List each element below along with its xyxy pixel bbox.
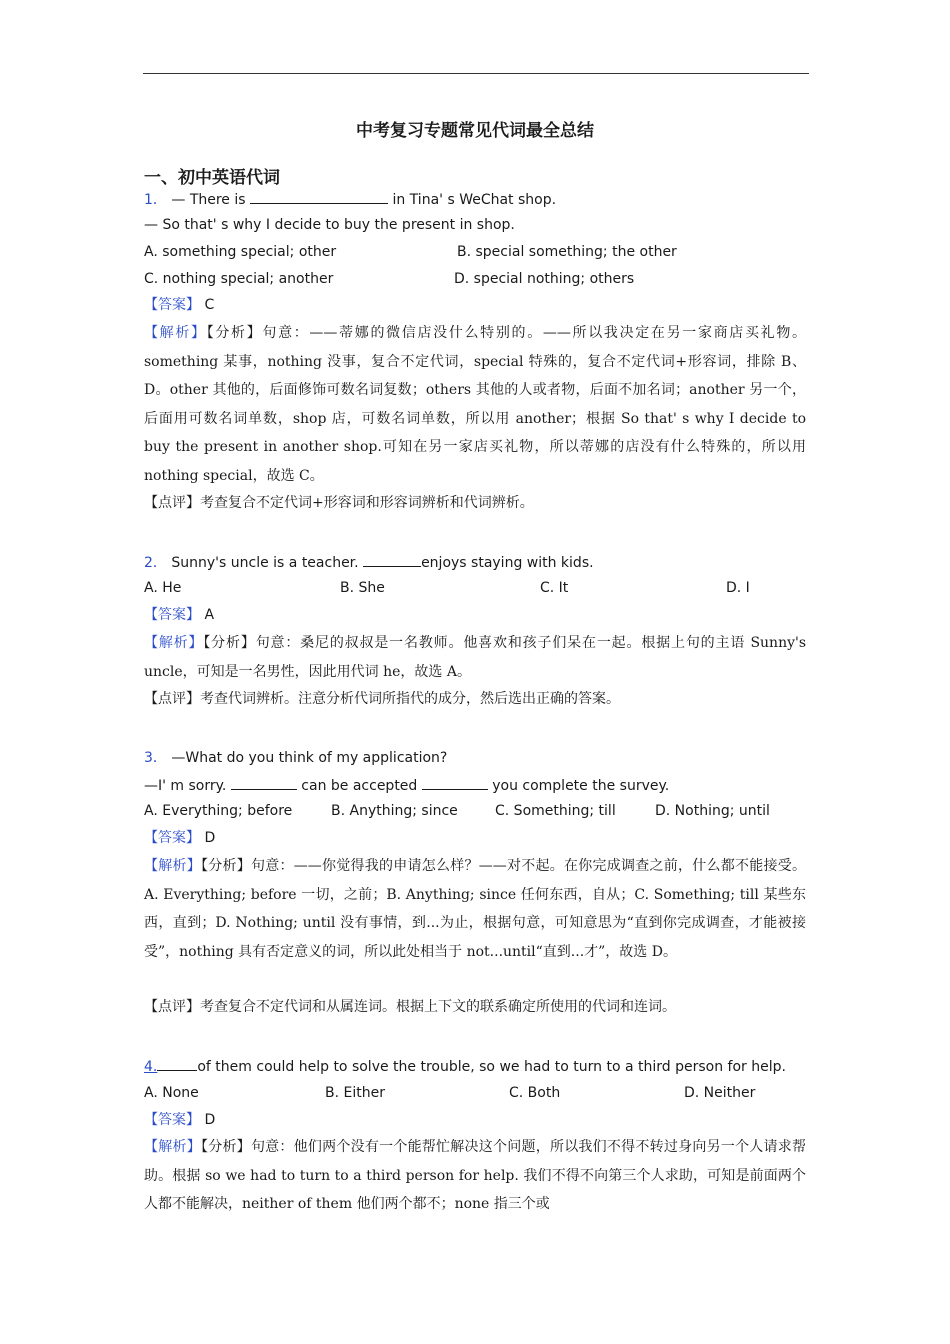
question-4-stem [144,1056,786,1076]
question-4-analysis [144,1133,806,1219]
analysis-sub-label: 【分析】 [200,1139,251,1155]
comment-label: 【点评】 [144,999,200,1015]
question-2-stem [144,552,594,572]
question-4-answer [144,1111,215,1129]
document-title: 中考复习专题常见代词最全总结 [356,121,594,141]
question-2-analysis [144,629,806,686]
answer-label: 【答案】 [144,297,200,313]
question-1-comment [144,494,534,512]
question-2-option-a: A. He [144,580,182,596]
question-3-option-d: D. Nothing; until [655,803,770,819]
question-3-analysis [144,852,806,966]
question-3-number: 3． [144,750,167,766]
answer-label: 【答案】 [144,1112,200,1128]
question-1-text-b: in Tina' s WeChat shop. [392,192,557,208]
question-3-comment [144,998,676,1016]
question-2-answer-value: A [204,607,215,623]
analysis-label: 【解析】 [144,325,207,341]
question-3-text-2c: you complete the survey. [492,778,670,794]
answer-label: 【答案】 [144,607,200,623]
question-2-text-b: enjoys staying with kids. [421,555,594,571]
question-4-blank [157,1056,197,1071]
question-1-answer [144,296,214,314]
question-4-option-a: A. None [144,1085,199,1101]
question-2-number: 2． [144,555,167,571]
question-1-option-b: B. special something; the other [457,244,677,260]
question-3-option-c: C. Something; till [495,803,616,819]
question-4-option-d: D. Neither [684,1085,756,1101]
question-4-text: of them could help to solve the trouble, so we had to turn to a third person for help. [197,1059,786,1075]
question-3-blank-2 [422,775,488,790]
question-2-option-c: C. It [540,580,569,596]
question-2-blank [363,552,421,567]
question-2-text-a: Sunny's uncle is a teacher. [171,555,359,571]
question-4-answer-value: D [204,1112,216,1128]
question-1-analysis-text: 句意：——蒂娜的微信店没什么特别的。——所以我决定在另一家商店买礼物。something 某事，nothing 没事，复合不定代词，special 特殊的，复合不定代词+形容词，排除 B、D。other 其他的，后面修饰可数名词复数；others 其他的人或者物，后面不加名词；another 另一个，后面用可数名词单数，shop 店，可数名词单数，所以用 another；根据 So that' s why I decide to buy the present in another shop.可知在另一家店买礼物，所以蒂娜的店没有什么特殊的，所以用 nothing special，故选 C。 [144,325,807,484]
question-1-text-a: — There is [171,192,246,208]
analysis-sub-label: 【分析】 [203,635,256,651]
question-3-answer [144,829,215,847]
question-2-answer [144,606,214,624]
question-3-blank-1 [231,775,297,790]
analysis-label: 【解析】 [144,635,204,651]
question-3-text-1: —What do you think of my application? [171,750,448,766]
question-2-option-d: D. I [726,580,750,596]
question-3-option-a: A. Everything; before [144,803,293,819]
question-3-stem [144,749,447,767]
analysis-sub-label: 【分析】 [201,858,251,874]
question-3-comment-text: 考查复合不定代词和从属连词。根据上下文的联系确定所使用的代词和连词。 [200,999,676,1015]
question-1-line-2: — So that' s why I decide to buy the present in shop. [144,217,515,233]
question-2-option-b: B. She [340,580,385,596]
question-3-analysis-text: 句意：——你觉得我的申请怎么样？——对不起。在你完成调查之前，什么都不能接受。A. Everything; before 一切，之前；B. Anything; since 任何东西，自从；C. Something; till 某些东西，直到；D. Nothing; until 没有事情，到...为止，根据句意，可知意思为“直到你完成调查，才能被接受”，nothing 具有否定意义的词，所以此处相当于 not...until“直到...才”，故选 D。 [144,858,806,960]
question-4-option-c: C. Both [509,1085,561,1101]
question-4-option-b: B. Either [325,1085,385,1101]
question-1-comment-text: 考查复合不定代词+形容词和形容词辨析和代词辨析。 [200,495,534,511]
question-1-analysis [144,319,806,490]
analysis-sub-label: 【分析】 [206,325,263,341]
question-4-analysis-text: 句意：他们两个没有一个能帮忙解决这个问题，所以我们不得不转过身向另一个人请求帮助。根据 so we had to turn to a third person for help. 我们不得不向第三个人求助，可知是前面两个人都不能解决，neither of them 他们两个都不；none 指三个或 [144,1139,807,1212]
question-1-number: 1． [144,192,167,208]
analysis-label: 【解析】 [144,858,201,874]
analysis-label: 【解析】 [144,1139,201,1155]
comment-label: 【点评】 [144,495,200,511]
question-1-answer-value: C [204,297,215,313]
comment-label: 【点评】 [144,691,200,707]
question-1-option-a: A. something special; other [144,244,337,260]
question-3-text-2b: can be accepted [301,778,418,794]
question-1-option-c: C. nothing special; another [144,271,334,287]
section-heading: 一、初中英语代词 [144,168,280,188]
question-3-option-b: B. Anything; since [331,803,458,819]
question-1-option-d: D. special nothing; others [454,271,635,287]
question-4-number: 4. [144,1059,158,1075]
question-1-blank [250,189,388,204]
header-rule [143,73,809,74]
question-2-analysis-text: 句意：桑尼的叔叔是一名教师。他喜欢和孩子们呆在一起。根据上句的主语 Sunny's uncle，可知是一名男性，因此用代词 he，故选 A。 [144,635,807,680]
question-1-stem [144,189,556,209]
question-3-answer-value: D [204,830,216,846]
answer-label: 【答案】 [144,830,200,846]
question-2-comment-text: 考查代词辨析。注意分析代词所指代的成分，然后选出正确的答案。 [200,691,620,707]
question-3-line-2 [144,775,669,795]
question-2-comment [144,690,620,708]
question-3-text-2a: —I' m sorry. [144,778,227,794]
